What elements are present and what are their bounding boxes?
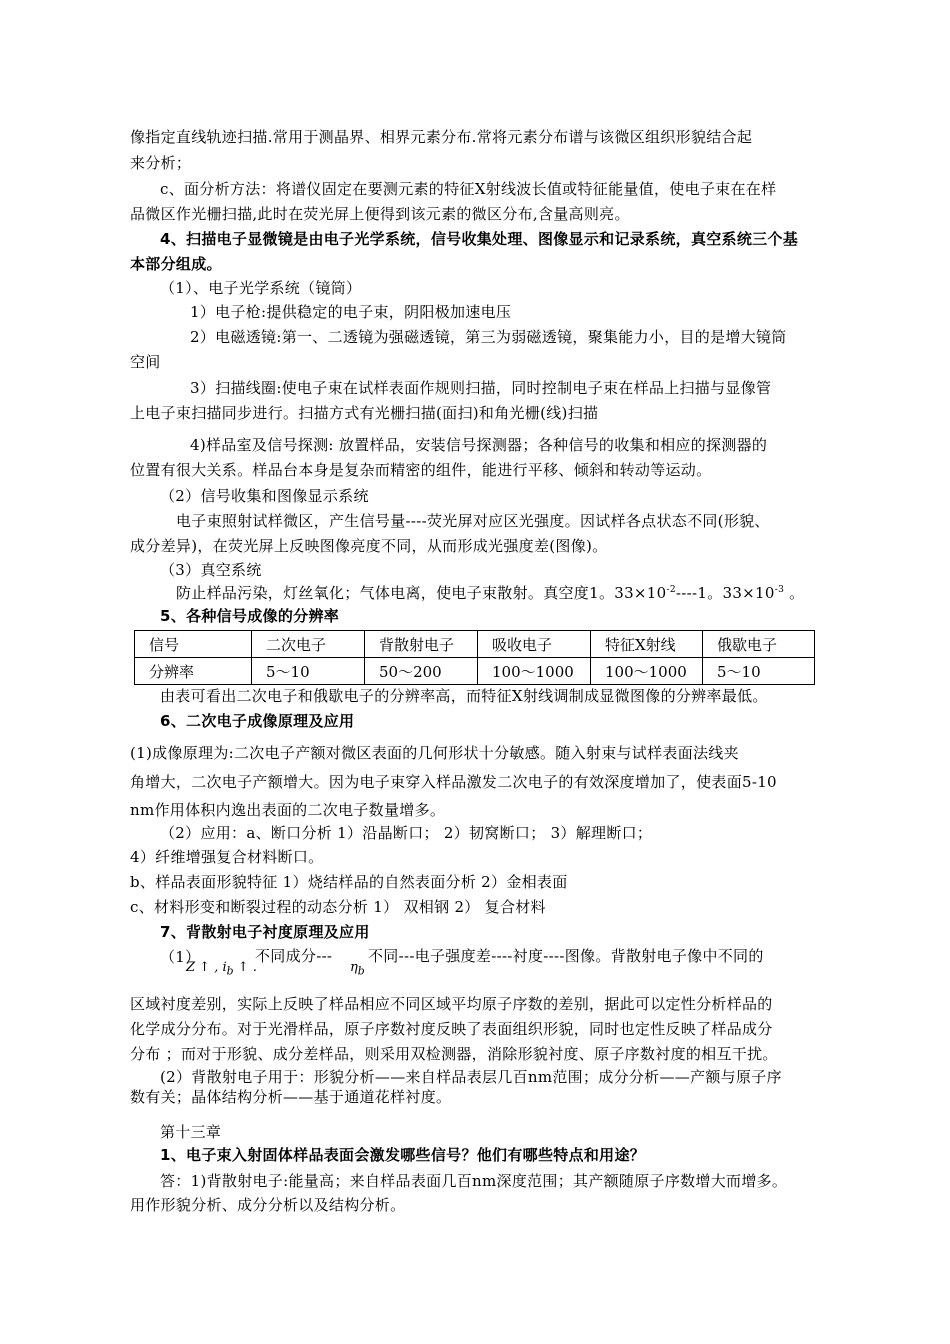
text-line: 4)样品室及信号探测: 放置样品，安装信号探测器；各种信号的收集和相应的探测器的 bbox=[190, 436, 768, 454]
chapter-title: 第十三章 bbox=[160, 1123, 222, 1141]
table-row bbox=[135, 631, 815, 658]
subsection-title: （3）真空系统 bbox=[160, 561, 262, 579]
text-line: 角增大，二次电子产额增大。因为电子束穿入样品激发二次电子的有效深度增加了，使表面5-10 bbox=[130, 773, 777, 791]
text-line: (1)成像原理为:二次电子产额对微区表面的几何形状十分敏感。随入射束与试样表面法线夹 bbox=[130, 744, 739, 762]
text-line: 成分差异)，在荧光屏上反映图像亮度不同，从而形成光强度差(图像)。 bbox=[130, 537, 608, 555]
text-line: 区域衬度差别，实际上反映了样品相应不同区域平均原子序数的差别，据此可以定性分析样品的 bbox=[130, 995, 773, 1013]
text-line: 电子束照射试样微区，产生信号量----荧光屏对应区光强度。因试样各点状态不同(形貌、 bbox=[176, 512, 770, 530]
subsection-title: （2）信号收集和图像显示系统 bbox=[160, 487, 369, 505]
table-cell: 分辨率 bbox=[135, 658, 252, 685]
text-line: 分布 ；而对于形貌、成分差样品，则采用双检测器，消除形貌衬度、原子序数衬度的相互干扰。 bbox=[130, 1045, 778, 1063]
text-line: 4）纤维增强复合材料断口。 bbox=[130, 848, 324, 866]
text-line: c、面分析方法：将谱仪固定在要测元素的特征X射线波长值或特征能量值，使电子束在在样 bbox=[160, 180, 777, 198]
vacuum-text-line bbox=[176, 582, 876, 604]
formula-text: ↑ . bbox=[233, 960, 257, 975]
table-header-cell: 吸收电子 bbox=[478, 631, 591, 658]
text-line: 品微区作光栅扫描,此时在荧光屏上便得到该元素的微区分布,含量高则亮。 bbox=[130, 205, 630, 223]
text-fragment: ----1。33×10 bbox=[675, 584, 775, 602]
text-line: 空间 bbox=[130, 353, 161, 371]
text-fragment: 不同---电子强度差----衬度----图像。背散射电子像中不同的 bbox=[368, 947, 764, 965]
section-heading-5: 5、各种信号成像的分辨率 bbox=[160, 607, 340, 625]
text-fragment: 。 bbox=[784, 584, 805, 602]
table-cell: 5～10 bbox=[252, 658, 365, 685]
text-fragment: 不同成分--- bbox=[255, 947, 333, 965]
subscript: b bbox=[357, 964, 365, 978]
text-fragment: （1） bbox=[160, 948, 201, 966]
superscript: -2 bbox=[666, 585, 676, 595]
table-row bbox=[135, 658, 815, 685]
text-line: 用作形貌分析、成分分析以及结构分析。 bbox=[130, 1196, 406, 1214]
table-cell: 100～1000 bbox=[591, 658, 703, 685]
text-line: 1）电子枪:提供稳定的电子束，阴阳极加速电压 bbox=[190, 303, 512, 321]
section-heading-4-cont: 本部分组成。 bbox=[130, 255, 222, 273]
table-header-cell: 俄歇电子 bbox=[703, 631, 815, 658]
text-fragment: 防止样品污染，灯丝氧化；气体电离，使电子束散射。真空度1。33×10 bbox=[176, 584, 667, 602]
text-line: (2）背散射电子用于：形貌分析——来自样品表层几百nm范围；成分分析——产额与原子序 bbox=[160, 1068, 782, 1086]
text-line: 位置有很大关系。样品台本身是复杂而精密的组件，能进行平移、倾斜和转动等运动。 bbox=[130, 461, 712, 479]
section-heading-4: 4、扫描电子显微镜是由电子光学系统，信号收集处理、图像显示和记录系统，真空系统三个基 bbox=[160, 230, 799, 248]
resolution-table bbox=[134, 630, 815, 685]
formula-eta-b bbox=[350, 960, 365, 978]
text-line: nm作用体积内逸出表面的二次电子数量增多。 bbox=[130, 801, 446, 819]
table-header-cell: 特征X射线 bbox=[591, 631, 703, 658]
question-heading: 1、电子束入射固体样品表面会激发哪些信号？他们有哪些特点和用途？ bbox=[160, 1146, 646, 1164]
table-header-cell: 背散射电子 bbox=[365, 631, 478, 658]
formula-z-ib bbox=[186, 960, 257, 978]
table-header-cell: 二次电子 bbox=[252, 631, 365, 658]
text-line: 来分析； bbox=[130, 154, 192, 172]
formula-text: Z ↑ , i bbox=[186, 960, 227, 975]
table-cell: 100～1000 bbox=[478, 658, 591, 685]
table-header-cell: 信号 bbox=[135, 631, 252, 658]
text-line: 3）扫描线圈:使电子束在试样表面作规则扫描，同时控制电子束在样品上扫描与显像管 bbox=[190, 379, 772, 397]
text-line: b、样品表面形貌特征 1）烧结样品的自然表面分析 2）金相表面 bbox=[130, 873, 568, 891]
text-line: 上电子束扫描同步进行。扫描方式有光栅扫描(面扫)和角光栅(线)扫描 bbox=[130, 404, 599, 422]
text-line: 由表可看出二次电子和俄歇电子的分辨率高，而特征X射线调制成显微图像的分辨率最低。 bbox=[160, 687, 768, 705]
text-line: （2）应用：a、断口分析 1）沿晶断口； 2）韧窝断口； 3）解理断口； bbox=[160, 824, 653, 842]
subscript: b bbox=[226, 964, 234, 978]
section-heading-6: 6、二次电子成像原理及应用 bbox=[160, 712, 355, 730]
superscript: -3 bbox=[774, 585, 785, 595]
text-line: c、材料形变和断裂过程的动态分析 1） 双相钢 2） 复合材料 bbox=[130, 898, 546, 916]
formula-text: η bbox=[350, 960, 358, 975]
text-line: 数有关；晶体结构分析——基于通道花样衬度。 bbox=[130, 1088, 452, 1106]
subsection-title: （1）、电子光学系统（镜筒） bbox=[160, 279, 362, 297]
section-heading-7: 7、背散射电子衬度原理及应用 bbox=[160, 923, 370, 941]
table-cell: 50～200 bbox=[365, 658, 478, 685]
text-line: 化学成分分布。对于光滑样品，原子序数衬度反映了表面组织形貌，同时也定性反映了样品成分 bbox=[130, 1020, 773, 1038]
text-line: 答：1)背散射电子:能量高；来自样品表面几百nm深度范围；其产额随原子序数增大而增多。 bbox=[160, 1172, 788, 1190]
table-cell: 5～10 bbox=[703, 658, 815, 685]
text-line: 像指定直线轨迹扫描.常用于测晶界、相界元素分布.常将元素分布谱与该微区组织形貌结合起 bbox=[130, 128, 753, 146]
text-line: 2）电磁透镜:第一、二透镜为强磁透镜，第三为弱磁透镜，聚集能力小，目的是增大镜筒 bbox=[190, 328, 787, 346]
